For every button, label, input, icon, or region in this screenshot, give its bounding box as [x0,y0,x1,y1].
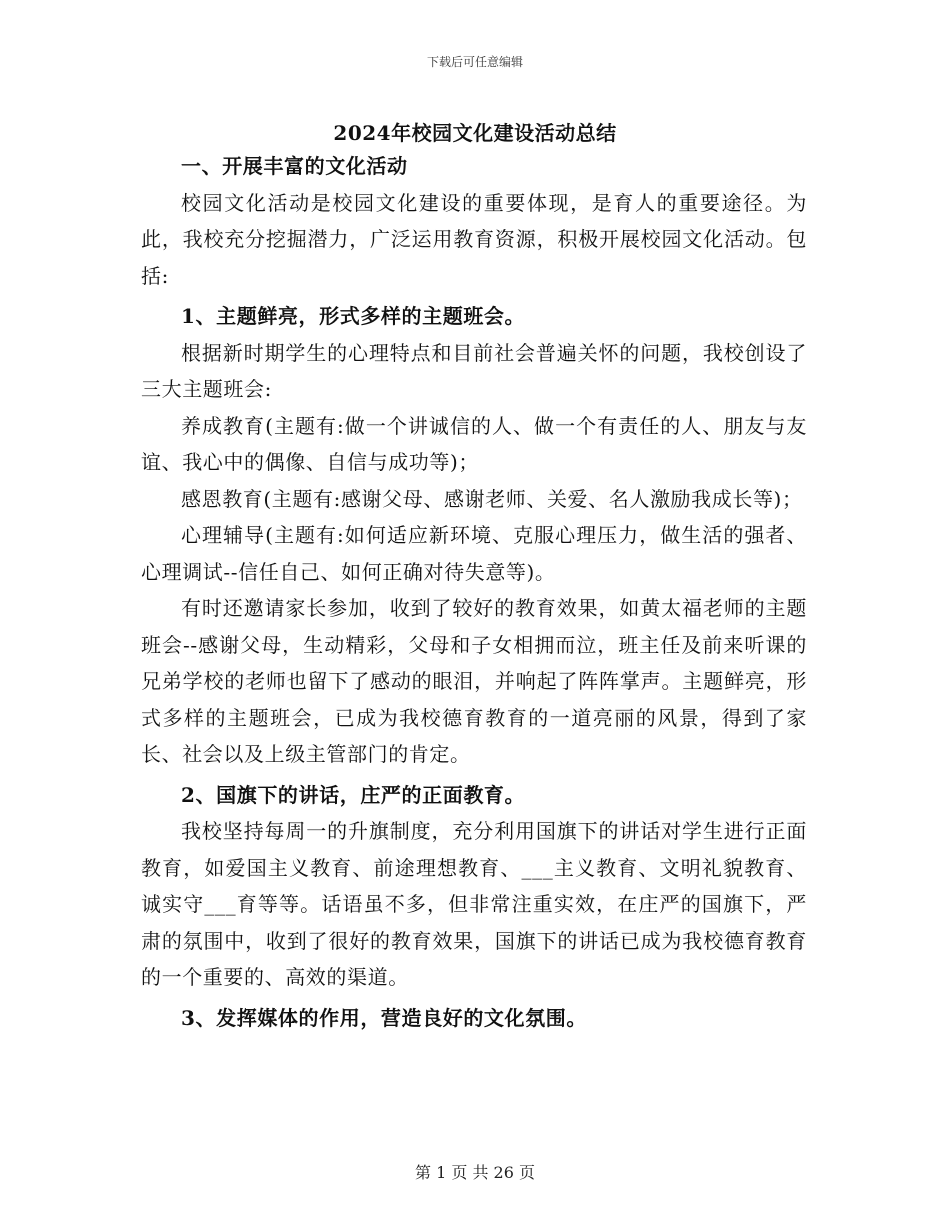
paragraph: 心理辅导(主题有:如何适应新环境、克服心理压力，做生活的强者、心理调试--信任自己、如何正确对待失意等)。 [141,523,807,584]
document-body [141,148,807,1036]
paragraph: 校园文化活动是校园文化建设的重要体现，是育人的重要途径。为此，我校充分挖掘潜力，广泛运用教育资源，积极开展校园文化活动。包括: [141,190,807,288]
paragraph: 感恩教育(主题有:感谢父母、感谢老师、关爱、名人激励我成长等)； [181,486,803,511]
page-footer: 第 1 页 共 26 页 [415,1163,535,1182]
section-heading: 2、国旗下的讲话，庄严的正面教育。 [181,782,526,807]
section-heading: 3、发挥媒体的作用，营造良好的文化氛围。 [181,1005,587,1030]
paragraph: 我校坚持每周一的升旗制度，充分利用国旗下的讲话对学生进行正面教育，如爱国主义教育、前途理想教育、___主义教育、文明礼貌教育、诚实守___育等等。话语虽不多，但非常注重实效，在庄严的国旗下，严肃的氛围中，收到了很好的教育效果，国旗下的讲话已成为我校德育教育的一个重要的、高效的渠道。 [141,819,807,989]
header-note: 下载后可任意编辑 [426,55,523,69]
paragraph: 养成教育(主题有:做一个讲诚信的人、做一个有责任的人、朋友与友谊、我心中的偶像、自信与成功等)； [141,413,807,474]
paragraph: 有时还邀请家长参加，收到了较好的教育效果，如黄太福老师的主题班会--感谢父母，生动精彩，父母和子女相拥而泣，班主任及前来听课的兄弟学校的老师也留下了感动的眼泪，并响起了阵阵掌声。主题鲜亮，形式多样的主题班会，已成为我校德育教育的一道亮丽的风景，得到了家长、社会以及上级主管部门的肯定。 [141,596,807,766]
paragraph: 根据新时期学生的心理特点和目前社会普遍关怀的问题，我校创设了三大主题班会: [141,340,807,401]
section-heading: 1、主题鲜亮，形式多样的主题班会。 [181,304,526,328]
section-heading: 一、开展丰富的文化活动 [181,154,408,178]
document-title: 2024年校园文化建设活动总结 [333,121,617,145]
